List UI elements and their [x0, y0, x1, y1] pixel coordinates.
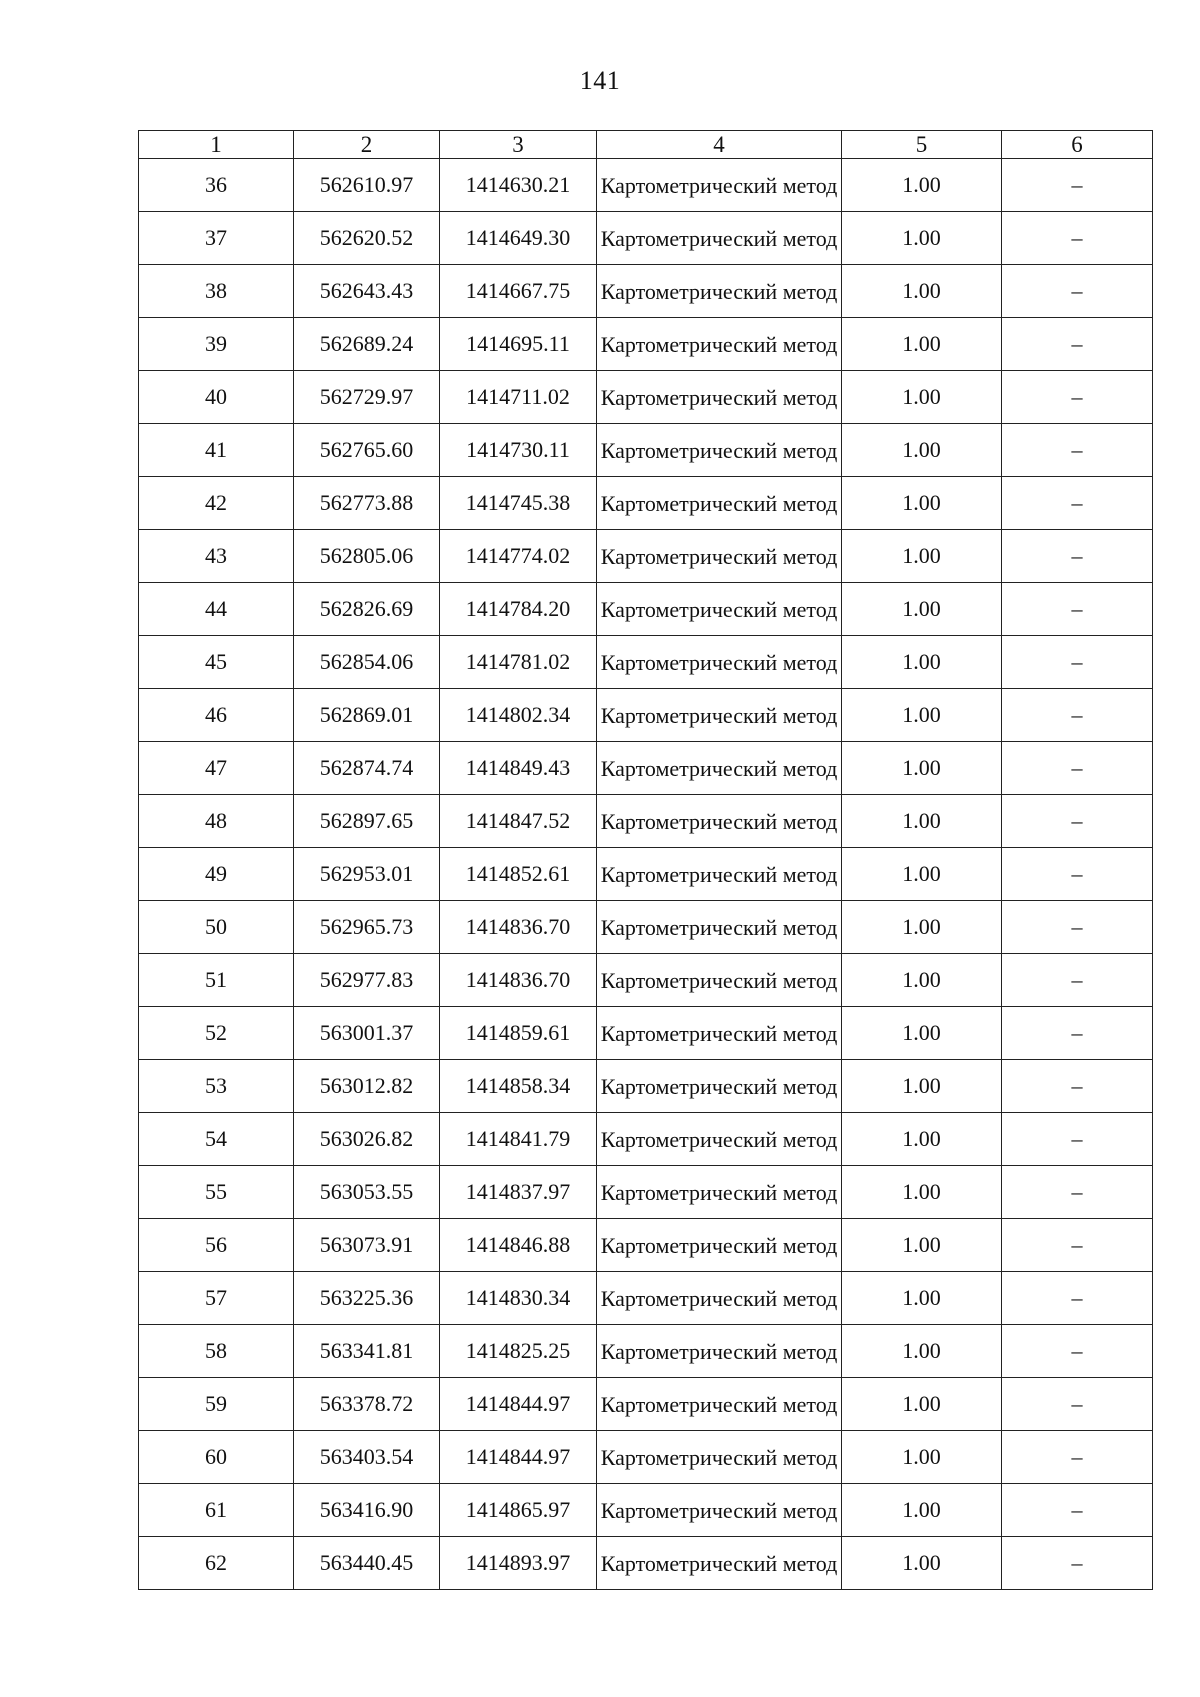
- method-cell: Картометрический метод: [597, 795, 842, 848]
- accuracy-cell: 1.00: [842, 1166, 1002, 1219]
- method-cell: Картометрический метод: [597, 1219, 842, 1272]
- point-number-cell: 40: [139, 371, 294, 424]
- point-number-cell: 59: [139, 1378, 294, 1431]
- point-number-cell: 46: [139, 689, 294, 742]
- accuracy-cell: 1.00: [842, 318, 1002, 371]
- y-coordinate-cell: 1414711.02: [440, 371, 597, 424]
- x-coordinate-cell: 563001.37: [294, 1007, 440, 1060]
- y-coordinate-cell: 1414846.88: [440, 1219, 597, 1272]
- point-number-cell: 37: [139, 212, 294, 265]
- x-coordinate-cell: 562610.97: [294, 159, 440, 212]
- y-coordinate-cell: 1414667.75: [440, 265, 597, 318]
- method-cell: Картометрический метод: [597, 1378, 842, 1431]
- accuracy-cell: 1.00: [842, 1378, 1002, 1431]
- accuracy-cell: 1.00: [842, 795, 1002, 848]
- accuracy-cell: 1.00: [842, 1431, 1002, 1484]
- note-cell: –: [1002, 636, 1153, 689]
- column-header-5: 5: [842, 131, 1002, 159]
- y-coordinate-cell: 1414774.02: [440, 530, 597, 583]
- y-coordinate-cell: 1414830.34: [440, 1272, 597, 1325]
- x-coordinate-cell: 563053.55: [294, 1166, 440, 1219]
- accuracy-cell: 1.00: [842, 848, 1002, 901]
- point-number-cell: 60: [139, 1431, 294, 1484]
- point-number-cell: 57: [139, 1272, 294, 1325]
- note-cell: –: [1002, 1325, 1153, 1378]
- point-number-cell: 43: [139, 530, 294, 583]
- accuracy-cell: 1.00: [842, 1272, 1002, 1325]
- x-coordinate-cell: 563403.54: [294, 1431, 440, 1484]
- method-cell: Картометрический метод: [597, 424, 842, 477]
- method-cell: Картометрический метод: [597, 1166, 842, 1219]
- note-cell: –: [1002, 1007, 1153, 1060]
- method-cell: Картометрический метод: [597, 583, 842, 636]
- accuracy-cell: 1.00: [842, 1007, 1002, 1060]
- table-row: [139, 1378, 1153, 1431]
- point-number-cell: 51: [139, 954, 294, 1007]
- table-row: [139, 318, 1153, 371]
- x-coordinate-cell: 562977.83: [294, 954, 440, 1007]
- table-row: [139, 424, 1153, 477]
- column-header-4: 4: [597, 131, 842, 159]
- x-coordinate-cell: 562773.88: [294, 477, 440, 530]
- note-cell: –: [1002, 371, 1153, 424]
- method-cell: Картометрический метод: [597, 530, 842, 583]
- table-row: [139, 795, 1153, 848]
- table-row: [139, 1007, 1153, 1060]
- x-coordinate-cell: 562953.01: [294, 848, 440, 901]
- table-row: [139, 1113, 1153, 1166]
- y-coordinate-cell: 1414849.43: [440, 742, 597, 795]
- note-cell: –: [1002, 159, 1153, 212]
- accuracy-cell: 1.00: [842, 530, 1002, 583]
- x-coordinate-cell: 562729.97: [294, 371, 440, 424]
- point-number-cell: 61: [139, 1484, 294, 1537]
- note-cell: –: [1002, 530, 1153, 583]
- note-cell: –: [1002, 265, 1153, 318]
- table-row: [139, 636, 1153, 689]
- column-header-6: 6: [1002, 131, 1153, 159]
- point-number-cell: 54: [139, 1113, 294, 1166]
- x-coordinate-cell: 562643.43: [294, 265, 440, 318]
- accuracy-cell: 1.00: [842, 424, 1002, 477]
- accuracy-cell: 1.00: [842, 636, 1002, 689]
- y-coordinate-cell: 1414836.70: [440, 954, 597, 1007]
- x-coordinate-cell: 563440.45: [294, 1537, 440, 1590]
- point-number-cell: 45: [139, 636, 294, 689]
- note-cell: –: [1002, 477, 1153, 530]
- method-cell: Картометрический метод: [597, 848, 842, 901]
- method-cell: Картометрический метод: [597, 742, 842, 795]
- point-number-cell: 47: [139, 742, 294, 795]
- x-coordinate-cell: 563225.36: [294, 1272, 440, 1325]
- method-cell: Картометрический метод: [597, 901, 842, 954]
- x-coordinate-cell: 563416.90: [294, 1484, 440, 1537]
- x-coordinate-cell: 563341.81: [294, 1325, 440, 1378]
- note-cell: –: [1002, 1431, 1153, 1484]
- y-coordinate-cell: 1414844.97: [440, 1378, 597, 1431]
- method-cell: Картометрический метод: [597, 1537, 842, 1590]
- table-row: [139, 954, 1153, 1007]
- table-row: [139, 742, 1153, 795]
- note-cell: –: [1002, 848, 1153, 901]
- method-cell: Картометрический метод: [597, 159, 842, 212]
- note-cell: –: [1002, 1272, 1153, 1325]
- table-header: [139, 131, 1153, 159]
- point-number-cell: 62: [139, 1537, 294, 1590]
- y-coordinate-cell: 1414893.97: [440, 1537, 597, 1590]
- point-number-cell: 42: [139, 477, 294, 530]
- x-coordinate-cell: 562869.01: [294, 689, 440, 742]
- point-number-cell: 50: [139, 901, 294, 954]
- note-cell: –: [1002, 1166, 1153, 1219]
- table-row: [139, 371, 1153, 424]
- table-row: [139, 1166, 1153, 1219]
- y-coordinate-cell: 1414837.97: [440, 1166, 597, 1219]
- table-row: [139, 689, 1153, 742]
- x-coordinate-cell: 563012.82: [294, 1060, 440, 1113]
- note-cell: –: [1002, 318, 1153, 371]
- point-number-cell: 44: [139, 583, 294, 636]
- table-row: [139, 1431, 1153, 1484]
- method-cell: Картометрический метод: [597, 1325, 842, 1378]
- point-number-cell: 48: [139, 795, 294, 848]
- accuracy-cell: 1.00: [842, 1325, 1002, 1378]
- x-coordinate-cell: 562826.69: [294, 583, 440, 636]
- table-row: [139, 265, 1153, 318]
- point-number-cell: 56: [139, 1219, 294, 1272]
- method-cell: Картометрический метод: [597, 318, 842, 371]
- y-coordinate-cell: 1414865.97: [440, 1484, 597, 1537]
- accuracy-cell: 1.00: [842, 742, 1002, 795]
- table-row: [139, 477, 1153, 530]
- accuracy-cell: 1.00: [842, 477, 1002, 530]
- table-row: [139, 583, 1153, 636]
- y-coordinate-cell: 1414844.97: [440, 1431, 597, 1484]
- point-number-cell: 55: [139, 1166, 294, 1219]
- x-coordinate-cell: 562620.52: [294, 212, 440, 265]
- note-cell: –: [1002, 1537, 1153, 1590]
- table-row: [139, 1484, 1153, 1537]
- table-row: [139, 848, 1153, 901]
- table-body: [139, 159, 1153, 1590]
- note-cell: –: [1002, 901, 1153, 954]
- note-cell: –: [1002, 954, 1153, 1007]
- note-cell: –: [1002, 424, 1153, 477]
- y-coordinate-cell: 1414745.38: [440, 477, 597, 530]
- y-coordinate-cell: 1414858.34: [440, 1060, 597, 1113]
- method-cell: Картометрический метод: [597, 477, 842, 530]
- table-row: [139, 530, 1153, 583]
- note-cell: –: [1002, 795, 1153, 848]
- column-header-1: 1: [139, 131, 294, 159]
- note-cell: –: [1002, 1219, 1153, 1272]
- y-coordinate-cell: 1414825.25: [440, 1325, 597, 1378]
- y-coordinate-cell: 1414630.21: [440, 159, 597, 212]
- point-number-cell: 58: [139, 1325, 294, 1378]
- y-coordinate-cell: 1414852.61: [440, 848, 597, 901]
- column-header-3: 3: [440, 131, 597, 159]
- point-number-cell: 39: [139, 318, 294, 371]
- table-row: [139, 901, 1153, 954]
- y-coordinate-cell: 1414781.02: [440, 636, 597, 689]
- coordinates-table: [138, 130, 1153, 1590]
- x-coordinate-cell: 562874.74: [294, 742, 440, 795]
- note-cell: –: [1002, 212, 1153, 265]
- x-coordinate-cell: 562965.73: [294, 901, 440, 954]
- accuracy-cell: 1.00: [842, 371, 1002, 424]
- x-coordinate-cell: 562897.65: [294, 795, 440, 848]
- table-row: [139, 1272, 1153, 1325]
- x-coordinate-cell: 563026.82: [294, 1113, 440, 1166]
- method-cell: Картометрический метод: [597, 1484, 842, 1537]
- accuracy-cell: 1.00: [842, 1537, 1002, 1590]
- point-number-cell: 53: [139, 1060, 294, 1113]
- method-cell: Картометрический метод: [597, 1272, 842, 1325]
- accuracy-cell: 1.00: [842, 689, 1002, 742]
- accuracy-cell: 1.00: [842, 1219, 1002, 1272]
- note-cell: –: [1002, 1113, 1153, 1166]
- accuracy-cell: 1.00: [842, 1484, 1002, 1537]
- page-number: 141: [579, 66, 621, 95]
- method-cell: Картометрический метод: [597, 265, 842, 318]
- x-coordinate-cell: 563378.72: [294, 1378, 440, 1431]
- y-coordinate-cell: 1414847.52: [440, 795, 597, 848]
- accuracy-cell: 1.00: [842, 265, 1002, 318]
- method-cell: Картометрический метод: [597, 636, 842, 689]
- method-cell: Картометрический метод: [597, 689, 842, 742]
- method-cell: Картометрический метод: [597, 1431, 842, 1484]
- method-cell: Картометрический метод: [597, 954, 842, 1007]
- method-cell: Картометрический метод: [597, 371, 842, 424]
- method-cell: Картометрический метод: [597, 1113, 842, 1166]
- point-number-cell: 41: [139, 424, 294, 477]
- point-number-cell: 52: [139, 1007, 294, 1060]
- note-cell: –: [1002, 689, 1153, 742]
- accuracy-cell: 1.00: [842, 583, 1002, 636]
- x-coordinate-cell: 562689.24: [294, 318, 440, 371]
- point-number-cell: 38: [139, 265, 294, 318]
- x-coordinate-cell: 562765.60: [294, 424, 440, 477]
- table-row: [139, 1325, 1153, 1378]
- method-cell: Картометрический метод: [597, 1007, 842, 1060]
- y-coordinate-cell: 1414859.61: [440, 1007, 597, 1060]
- accuracy-cell: 1.00: [842, 954, 1002, 1007]
- y-coordinate-cell: 1414802.34: [440, 689, 597, 742]
- note-cell: –: [1002, 583, 1153, 636]
- note-cell: –: [1002, 1060, 1153, 1113]
- y-coordinate-cell: 1414836.70: [440, 901, 597, 954]
- method-cell: Картометрический метод: [597, 1060, 842, 1113]
- x-coordinate-cell: 563073.91: [294, 1219, 440, 1272]
- accuracy-cell: 1.00: [842, 1113, 1002, 1166]
- header-row: [139, 131, 1153, 159]
- y-coordinate-cell: 1414649.30: [440, 212, 597, 265]
- accuracy-cell: 1.00: [842, 901, 1002, 954]
- y-coordinate-cell: 1414841.79: [440, 1113, 597, 1166]
- x-coordinate-cell: 562805.06: [294, 530, 440, 583]
- column-header-2: 2: [294, 131, 440, 159]
- table-row: [139, 1537, 1153, 1590]
- table-row: [139, 1219, 1153, 1272]
- method-cell: Картометрический метод: [597, 212, 842, 265]
- table-row: [139, 159, 1153, 212]
- note-cell: –: [1002, 1484, 1153, 1537]
- note-cell: –: [1002, 742, 1153, 795]
- note-cell: –: [1002, 1378, 1153, 1431]
- y-coordinate-cell: 1414784.20: [440, 583, 597, 636]
- point-number-cell: 49: [139, 848, 294, 901]
- point-number-cell: 36: [139, 159, 294, 212]
- accuracy-cell: 1.00: [842, 212, 1002, 265]
- accuracy-cell: 1.00: [842, 1060, 1002, 1113]
- table-row: [139, 212, 1153, 265]
- y-coordinate-cell: 1414730.11: [440, 424, 597, 477]
- table-row: [139, 1060, 1153, 1113]
- x-coordinate-cell: 562854.06: [294, 636, 440, 689]
- y-coordinate-cell: 1414695.11: [440, 318, 597, 371]
- accuracy-cell: 1.00: [842, 159, 1002, 212]
